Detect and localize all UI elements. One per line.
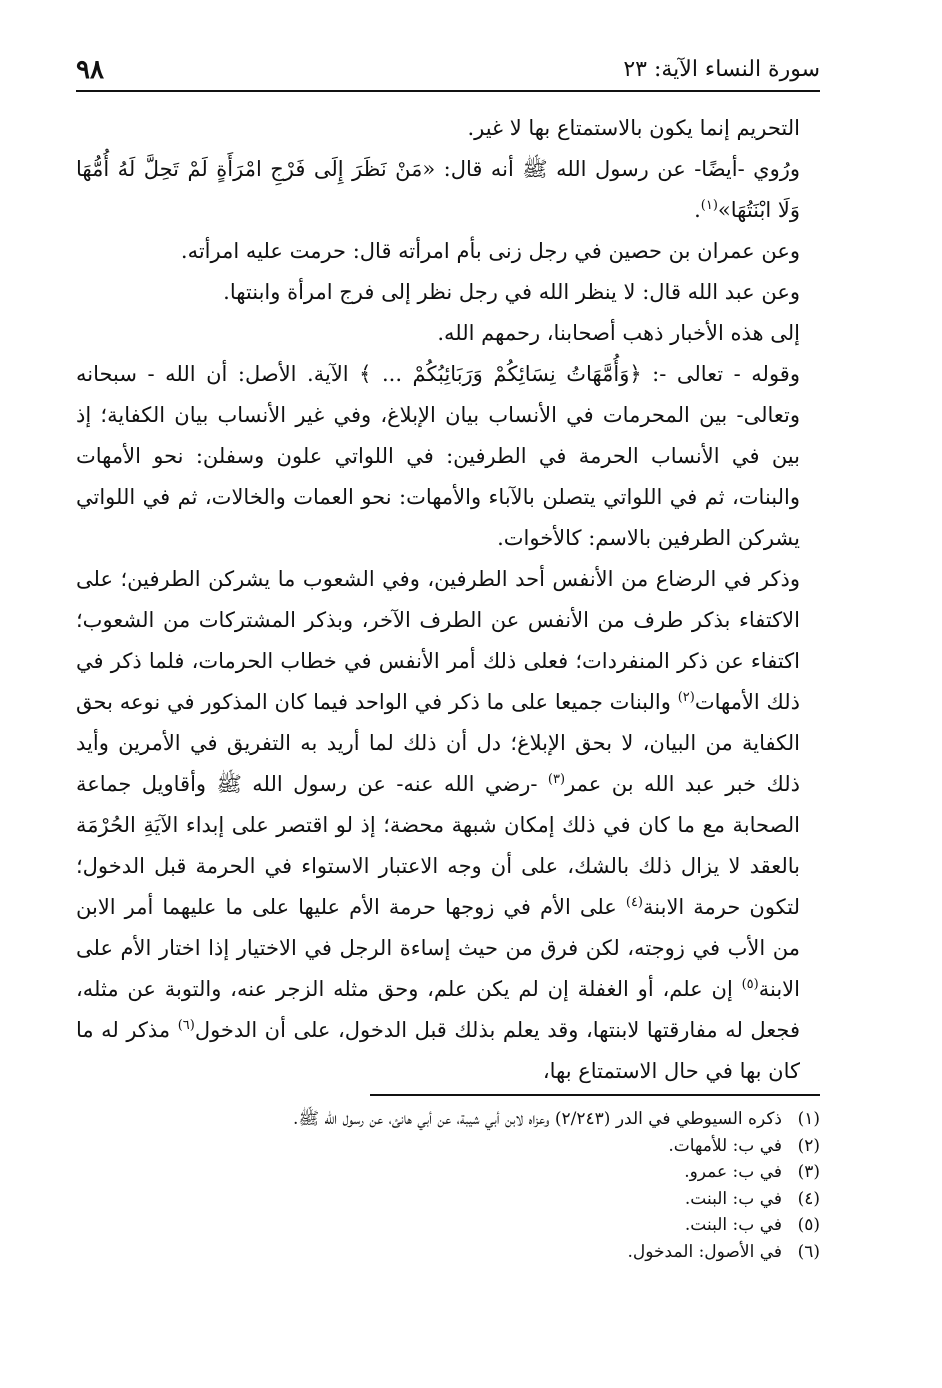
footnote [76, 1106, 820, 1133]
quran-verse: ﴿وَأُمَّهَاتُ نِسَائِكُمْ وَرَبَائِبُكُمْ ... ﴾ [359, 362, 642, 386]
footnote-text: في ب: البنت. [684, 1188, 782, 1209]
footnote-number: (١) [797, 1109, 820, 1129]
footnote [76, 1239, 820, 1266]
paragraph [76, 559, 820, 1092]
paragraph-segment: مذكر له ما كان بها في حال الاستمتاع بها، [76, 1018, 800, 1083]
paragraph: التحريم إنما يكون بالاستمتاع بها لا غير. [467, 116, 800, 140]
footnote-text: في ب: للأمهات. [668, 1135, 782, 1156]
page-number: ٩٨ [76, 55, 104, 85]
paragraph-body: الآية. الأصل: أن الله - سبحانه وتعالى- بين المحرمات في الأنساب بيان الإبلاغ، وفي غير الأنساب بيان الكفاية؛ إذ بين في الأنساب الحرمة في الطرفين: في اللواتي علون وسفلن: نحو الأمهات والبنات، ثم في اللواتي يتصلن بالآباء والأمهات: نحو العمات والخالات، ثم في اللواتي يشركن الطرفين بالاسم: كالأخوات. [76, 362, 800, 550]
paragraph [76, 149, 820, 231]
footnote [76, 1133, 820, 1160]
main-text [76, 108, 820, 1092]
footnote-ref[interactable]: (٣) [547, 772, 566, 787]
footnotes [76, 1106, 820, 1265]
paragraph-segment: وذكر في الرضاع من الأنفس أحد الطرفين، وفي الشعوب ما يشركن الطرفين؛ على الاكتفاء بذكر طرف من الأنفس عن الطرف الآخر، وبذكر المشتركات من الشعوب؛ اكتفاء عن ذكر المنفردات؛ فعلى ذلك أمر الأنفس في خطاب الحرمات، فلما ذكر في ذلك الأمهات [76, 567, 800, 714]
footnote-text: في ب: البنت. [684, 1215, 782, 1235]
footnote-text: ذكره السيوطي في الدر (٢/٢٤٣) وعزاه لابن أبي شيبة، عن أبي هانئ، عن رسول الله ﷺ. [293, 1109, 782, 1129]
footnote-number: (٤) [797, 1188, 820, 1209]
paragraph-segment: إن علم، أو الغفلة إن لم يكن علم، وحق مثله الزجر عنه، والتوبة عن مثله، فجعل له مفارقتها لابنتها، وقد يعلم بذلك قبل الدخول، على أن الدخول [76, 977, 800, 1042]
footnote-ref[interactable]: (٤) [625, 895, 643, 910]
paragraph [76, 354, 820, 559]
footnote-number: (٢) [797, 1135, 820, 1156]
paragraph: وعن عمران بن حصين في رجل زنى بأم امرأته قال: حرمت عليه امرأته. [180, 239, 800, 263]
footnote-ref[interactable]: (١) [700, 198, 718, 213]
footnote-number: (٥) [797, 1215, 820, 1235]
footnote-ref[interactable]: (٥) [741, 977, 759, 992]
footnote-text: في ب: عمرو. [684, 1162, 782, 1182]
paragraph: وعن عبد الله قال: لا ينظر الله في رجل نظر إلى فرج امرأة وابنتها. [223, 280, 800, 304]
hadith-text: ورُوي -أيضًا- عن رسول الله ﷺ أنه قال: «مَنْ نَظَرَ إِلَى فَرْجِ امْرَأَةٍ لَمْ تَحِلَّ لَهُ أُمُّهَا وَلَا ابْنَتُهَا» [76, 157, 800, 222]
footnote [76, 1186, 820, 1213]
paragraph-lead: وقوله - تعالى -: [641, 362, 800, 386]
paragraph-segment: على الأم في زوجها حرمة الأم عليها على ما عليهما أمر الابن من الأب في زوجته، لكن فرق من حيث إساءة الرجل في الاختيار إذا اختار الأم على الابنة [76, 895, 800, 1001]
page-header [76, 46, 820, 92]
footnote-ref[interactable]: (٦) [177, 1018, 195, 1033]
punctuation: . [694, 198, 701, 222]
footnote [76, 1212, 820, 1239]
footnote-number: (٣) [797, 1162, 820, 1182]
footnote [76, 1159, 820, 1186]
paragraph-segment: والبنات جميعا على ما ذكر في الواحد فيما كان المذكور في نوعه بحق الكفاية من البيان، لا بحق الإبلاغ؛ دل أن ذلك لما أريد به التفريق في الأمرين وأيد ذلك خبر عبد الله بن عمر [76, 690, 800, 796]
running-title: سورة النساء الآية: ٢٣ [623, 57, 820, 82]
footnote-text: في الأصول: المدخول. [627, 1241, 782, 1262]
footnote-number: (٦) [797, 1241, 820, 1262]
paragraph: إلى هذه الأخبار ذهب أصحابنا، رحمهم الله. [437, 321, 800, 345]
paragraph-segment: -رضي الله عنه- عن رسول الله ﷺ وأقاويل جماعة الصحابة مع ما كان في ذلك إمكان شبهة محضة؛ إذ لو اقتصر على إبداء الآيَةِ الحُرْمَة بالعقد لا يزال ذلك بالشك، على أن وجه الاعتبار الاستواء في الحرمة قبل الدخول؛ لتكون حرمة الابنة [76, 772, 800, 919]
footnote-ref[interactable]: (٢) [677, 690, 695, 705]
footnote-separator [370, 1094, 820, 1096]
